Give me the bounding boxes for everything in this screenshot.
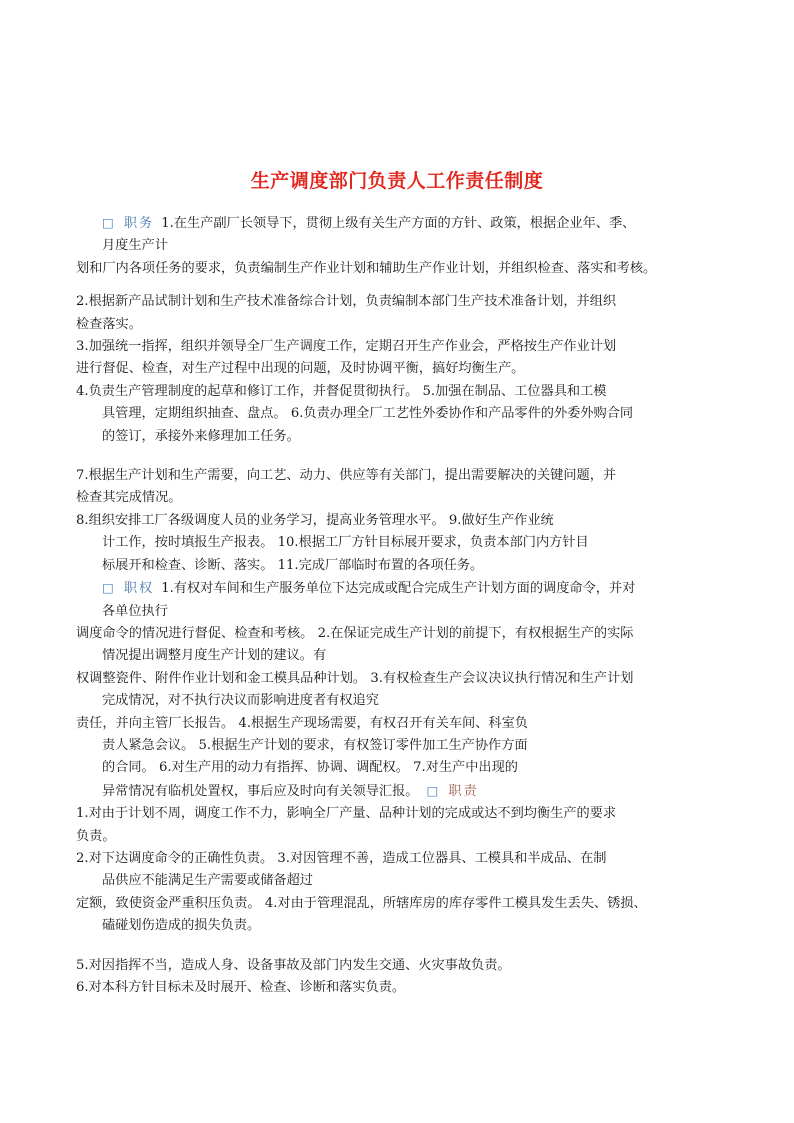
spacer [76, 280, 722, 291]
document-body [0, 212, 794, 999]
duties-line-7: 进行督促、检查，对生产过程中出现的问题，及时协调平衡，搞好均衡生产。 [76, 361, 525, 377]
duties-line-2: 月度生产计 [102, 238, 168, 254]
responsibility-line-8: 6.对本科方针目标未及时展开、检查、诊断和落实负责。 [76, 980, 406, 995]
responsibility-label: 职责 [448, 783, 479, 799]
responsibility-line-3: 2.对下达调度命令的正确性负责。 3.对因管理不善，造成工位器具、工模具和半成品、在制 [76, 850, 607, 866]
duties-line-15: 标展开和检查、诊断、落实。 11.完成厂部临时布置的各项任务。 [102, 557, 484, 573]
duties-line-12: 检查其完成情况。 [76, 490, 182, 506]
authority-line-8: 责人紧急会议。 5.根据生产计划的要求，有权签订零件加工生产协作方面 [102, 737, 528, 753]
duties-line-11: 7.根据生产计划和生产需要，向工艺、动力、供应等有关部门，提出需要解决的关键问题，并 [76, 468, 617, 484]
authority-line-10: 异常情况有临机处置权，事后应及时向有关领导汇报。 [102, 783, 419, 799]
duties-line-6: 3.加强统一指挥，组织并领导全厂生产调度工作，定期召开生产作业会，严格按生产作业计划 [76, 339, 617, 355]
authority-heading-line [76, 577, 722, 600]
spacer [76, 938, 722, 955]
authority-line-7: 责任，并向主管厂长报告。 4.根据生产现场需要，有权召开有关车间、科室负 [76, 715, 528, 731]
duties-line-14: 计工作，按时填报生产报表。 10.根据工厂方针目标展开要求，负责本部门内方针目 [102, 535, 589, 551]
authority-line-3: 调度命令的情况进行督促、检查和考核。 2.在保证完成生产计划的前提下，有权根据生产的实际 [76, 625, 634, 641]
responsibility-line-1: 1.对由于计划不周，调度工作不力，影响全厂产量、品种计划的完成或达不到均衡生产的要求 [76, 806, 617, 822]
authority-line-4: 情况提出调整月度生产计划的建议。有 [102, 648, 327, 664]
duties-line-13: 8.组织安排工厂各级调度人员的业务学习，提高业务管理水平。 9.做好生产作业统 [76, 512, 554, 528]
authority-line-2: 各单位执行 [102, 603, 168, 619]
responsibility-line-4: 品供应不能满足生产需要或储备超过 [102, 873, 313, 889]
duties-line-5: 检查落实。 [76, 316, 142, 332]
responsibility-line-5: 定额，致使资金严重积压负责。 4.对由于管理混乱，所辖库房的库存零件工模具发生丢失、锈损、 [76, 895, 647, 911]
authority-label: 职权 [123, 581, 155, 597]
responsibility-line-6: 磕碰划伤造成的损失负责。 [102, 918, 261, 934]
duties-line-4: 2.根据新产品试制计划和生产技术准备综合计划，负责编制本部门生产技术准备计划，并组织 [76, 294, 617, 310]
duties-line-9: 具管理，定期组织抽查、盘点。 6.负责办理全厂工艺性外委协作和产品零件的外委外购合同 [102, 406, 634, 422]
page-title: 生产调度部门负责人工作责任制度 [250, 170, 544, 192]
duties-heading-line [76, 212, 722, 235]
spacer [76, 448, 722, 465]
responsibility-line-2: 负责。 [76, 828, 116, 844]
authority-line-5: 权调整瓷件、附件作业计划和金工模具品种计划。 3.有权检查生产会议决议执行情况和生产计划 [76, 670, 634, 686]
duties-label: 职务 [123, 216, 155, 231]
duties-line-10: 的签订，承接外来修理加工任务。 [102, 428, 300, 444]
duties-line-3: 划和厂内各项任务的要求，负责编制生产作业计划和辅助生产作业计划，并组织检查、落实和考核。 [76, 260, 657, 276]
authority-line-10-with-responsibility-label [76, 780, 722, 803]
authority-line-1: 1.有权对车间和生产服务单位下达完成或配合完成生产计划方面的调度命令，并对 [161, 581, 636, 597]
authority-line-9: 的合同。 6.对生产用的动力有指挥、协调、调配权。 7.对生产中出现的 [102, 760, 518, 776]
responsibility-line-7: 5.对因指挥不当，造成人身、设备事故及部门内发生交通、火灾事故负责。 [76, 957, 511, 973]
authority-line-6: 完成情况，对不执行决议而影响进度者有权追究 [102, 693, 379, 709]
checkbox-icon: □ [102, 215, 114, 230]
duties-line-1: 1.在生产副厂长领导下，贯彻上级有关生产方面的方针、政策，根据企业年、季、 [161, 216, 636, 231]
checkbox-icon: □ [426, 782, 439, 798]
duties-line-8: 4.负责生产管理制度的起草和修订工作，并督促贯彻执行。 5.加强在制品、工位器具和工模 [76, 383, 607, 399]
checkbox-icon: □ [102, 580, 114, 596]
